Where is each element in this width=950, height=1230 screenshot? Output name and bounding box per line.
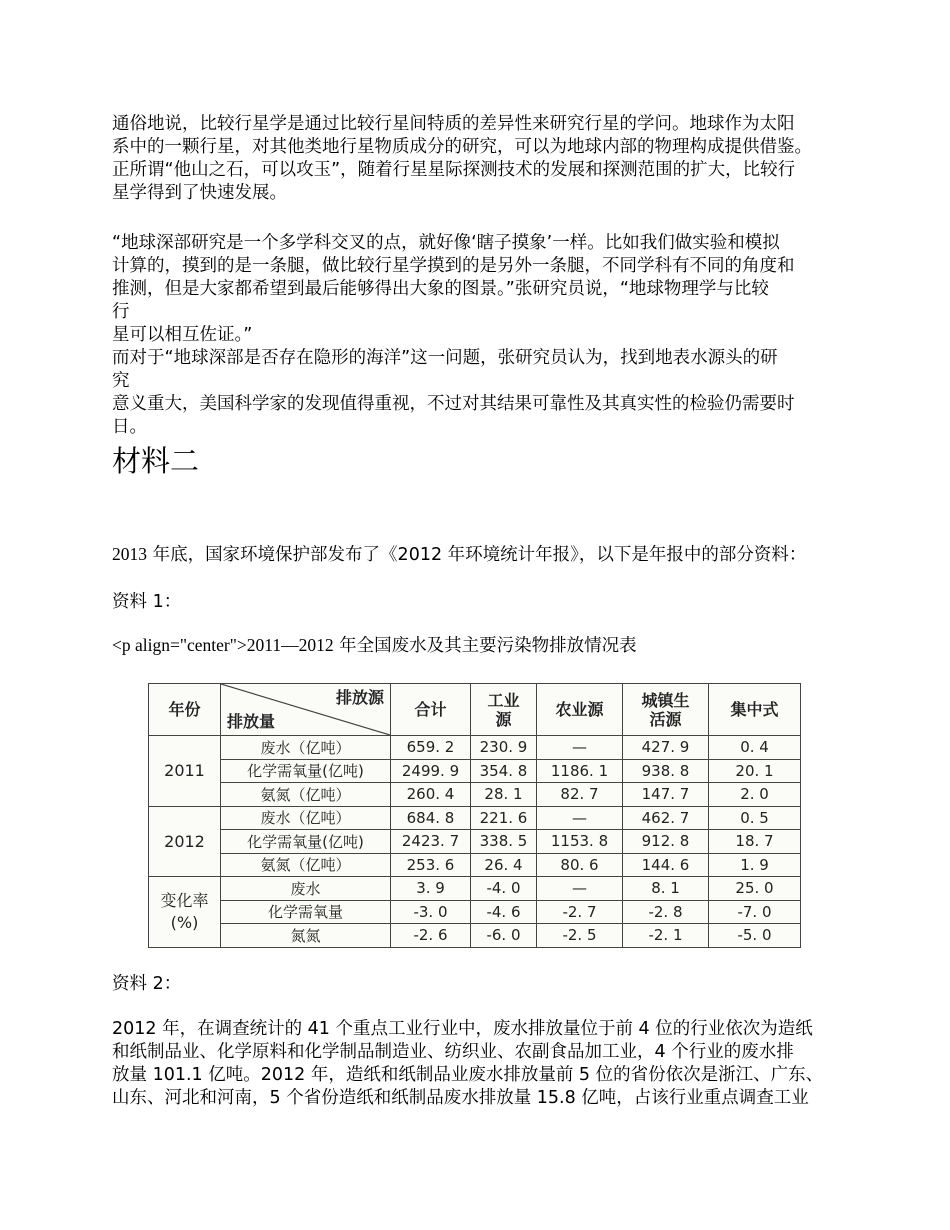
resource-2-label bbox=[112, 972, 181, 996]
text-line: 系中的一颗行星，对其他类地行星物质成分的研究，可以为地球内部的物理构成提供借鉴。 bbox=[112, 137, 812, 157]
header-central: 集中式 bbox=[709, 684, 801, 736]
cell-total: -2. 6 bbox=[391, 924, 471, 948]
text-line: 意义重大，美国科学家的发现值得重视，不过对其结果可靠性及其真实性的检验仍需要时 bbox=[112, 394, 795, 414]
header-urban: 城镇生活源 bbox=[623, 684, 709, 736]
resource-1-label bbox=[112, 590, 181, 614]
row-item: 氨氮（亿吨） bbox=[221, 853, 391, 877]
paragraph-comparative-planetology bbox=[112, 113, 862, 205]
cell-urban: 147. 7 bbox=[623, 783, 709, 807]
cell-agri: 1186. 1 bbox=[537, 759, 623, 783]
cell-central: -7. 0 bbox=[709, 900, 801, 924]
cell-urban: 144. 6 bbox=[623, 853, 709, 877]
row-item: 废水（亿吨） bbox=[221, 736, 391, 760]
header-year: 年份 bbox=[149, 684, 221, 736]
row-item: 化学需氧量 bbox=[221, 900, 391, 924]
text-line: 星可以相互佐证。” bbox=[112, 325, 253, 345]
cell-central: 18. 7 bbox=[709, 830, 801, 854]
cell-total: 2423. 7 bbox=[391, 830, 471, 854]
cell-total: 253. 6 bbox=[391, 853, 471, 877]
section-heading-material-two: 材料二 bbox=[112, 444, 200, 478]
cell-industry: 26. 4 bbox=[471, 853, 537, 877]
text-line: 行 bbox=[112, 302, 130, 322]
row-item: 氮氮 bbox=[221, 924, 391, 948]
cell-central: 25. 0 bbox=[709, 877, 801, 901]
table-row bbox=[149, 783, 801, 807]
cell-urban: 938. 8 bbox=[623, 759, 709, 783]
header-total: 合计 bbox=[391, 684, 471, 736]
cell-central: 1. 9 bbox=[709, 853, 801, 877]
row-item: 废水（亿吨） bbox=[221, 806, 391, 830]
cell-urban: 8. 1 bbox=[623, 877, 709, 901]
cell-total: 659. 2 bbox=[391, 736, 471, 760]
cell-total: 2499. 9 bbox=[391, 759, 471, 783]
cell-industry: -4. 6 bbox=[471, 900, 537, 924]
paragraph-researcher-quote bbox=[112, 232, 862, 439]
table-row bbox=[149, 736, 801, 760]
header-diagonal-cell bbox=[221, 684, 391, 736]
cell-agri: 82. 7 bbox=[537, 783, 623, 807]
cell-industry: 354. 8 bbox=[471, 759, 537, 783]
cell-central: -5. 0 bbox=[709, 924, 801, 948]
row-item: 化学需氧量(亿吨) bbox=[221, 759, 391, 783]
header-industry: 工业源 bbox=[471, 684, 537, 736]
emissions-table bbox=[148, 683, 801, 948]
cell-total: 3. 9 bbox=[391, 877, 471, 901]
cell-industry: -6. 0 bbox=[471, 924, 537, 948]
row-item: 化学需氧量(亿吨) bbox=[221, 830, 391, 854]
header-agri: 农业源 bbox=[537, 684, 623, 736]
cell-central: 2. 0 bbox=[709, 783, 801, 807]
cell-industry: 221. 6 bbox=[471, 806, 537, 830]
cell-agri: 1153. 8 bbox=[537, 830, 623, 854]
row-item: 废水 bbox=[221, 877, 391, 901]
cell-central: 0. 5 bbox=[709, 806, 801, 830]
emissions-table-wrap bbox=[148, 683, 800, 945]
cell-industry: 338. 5 bbox=[471, 830, 537, 854]
cell-central: 20. 1 bbox=[709, 759, 801, 783]
table-row bbox=[149, 806, 801, 830]
intro-line bbox=[112, 543, 806, 567]
table-row bbox=[149, 877, 801, 901]
text-line: 通俗地说，比较行星学是通过比较行星间特质的差异性来研究行星的学问。地球作为太阳 bbox=[112, 114, 795, 134]
text-line: 正所谓“他山之石，可以攻玉”，随着行星星际探测技术的发展和探测范围的扩大，比较行 bbox=[112, 160, 796, 180]
resource-1-label-text: 资料 1： bbox=[112, 592, 182, 612]
table-caption-code: <p align="center">2011—2012 bbox=[112, 635, 334, 655]
cell-agri: -2. 5 bbox=[537, 924, 623, 948]
header-source: 排放源 bbox=[335, 688, 384, 707]
cell-urban: 462. 7 bbox=[623, 806, 709, 830]
text-line: 和纸制品业、化学原料和化学制品制造业、纺织业、农副食品加工业，4 个行业的废水排 bbox=[112, 1042, 794, 1062]
cell-central: 0. 4 bbox=[709, 736, 801, 760]
table-row bbox=[149, 853, 801, 877]
cell-agri: -2. 7 bbox=[537, 900, 623, 924]
intro-text: 年底，国家环境保护部发布了《2012 年环境统计年报》，以下是年报中的部分资料： bbox=[147, 545, 807, 565]
text-line: 推测，但是大家都希望到最后能够得出大象的图景。”张研究员说，“地球物理学与比较 bbox=[112, 279, 769, 299]
table-header-row bbox=[149, 684, 801, 736]
table-row bbox=[149, 900, 801, 924]
text-line: 山东、河北和河南，5 个省份造纸和纸制品废水排放量 15.8 亿吨，占该行业重点调查工业 bbox=[112, 1088, 809, 1108]
cell-urban: -2. 1 bbox=[623, 924, 709, 948]
cell-industry: 230. 9 bbox=[471, 736, 537, 760]
resource-2-label-text: 资料 2： bbox=[112, 974, 182, 994]
intro-year: 2013 bbox=[112, 544, 147, 564]
table-row bbox=[149, 830, 801, 854]
cell-urban: 427. 9 bbox=[623, 736, 709, 760]
header-amount: 排放量 bbox=[227, 712, 276, 731]
table-row bbox=[149, 924, 801, 948]
text-line: 放量 101.1 亿吨。2012 年，造纸和纸制品业废水排放量前 5 位的省份依次是浙江、广东、 bbox=[112, 1065, 824, 1085]
cell-agri: 80. 6 bbox=[537, 853, 623, 877]
cell-urban: 912. 8 bbox=[623, 830, 709, 854]
text-line: 计算的，摸到的是一条腿，做比较行星学摸到的是另外一条腿，不同学科有不同的角度和 bbox=[112, 256, 795, 276]
table-caption-text: 年全国废水及其主要污染物排放情况表 bbox=[333, 636, 637, 656]
text-line: 日。 bbox=[112, 417, 147, 437]
cell-industry: 28. 1 bbox=[471, 783, 537, 807]
text-line: 究 bbox=[112, 371, 130, 391]
group-label-2011: 2011 bbox=[149, 736, 221, 807]
table-row bbox=[149, 759, 801, 783]
cell-agri: — bbox=[537, 806, 623, 830]
cell-industry: -4. 0 bbox=[471, 877, 537, 901]
cell-total: -3. 0 bbox=[391, 900, 471, 924]
row-item: 氨氮（亿吨） bbox=[221, 783, 391, 807]
text-line: 星学得到了快速发展。 bbox=[112, 183, 287, 203]
text-line: 2012 年，在调查统计的 41 个重点工业行业中，废水排放量位于前 4 位的行业依次为造纸 bbox=[112, 1019, 813, 1039]
cell-agri: — bbox=[537, 877, 623, 901]
cell-urban: -2. 8 bbox=[623, 900, 709, 924]
group-label-2012: 2012 bbox=[149, 806, 221, 877]
paragraph-resource-2 bbox=[112, 1018, 862, 1110]
change-rate-label: 变化率 bbox=[160, 890, 209, 910]
group-label-change-rate bbox=[149, 877, 221, 948]
text-line: “地球深部研究是一个多学科交叉的点，就好像‘瞎子摸象’一样。比如我们做实验和模拟 bbox=[112, 233, 780, 253]
cell-total: 684. 8 bbox=[391, 806, 471, 830]
text-line: 而对于“地球深部是否存在隐形的海洋”这一问题，张研究员认为，找到地表水源头的研 bbox=[112, 348, 778, 368]
cell-agri: — bbox=[537, 736, 623, 760]
table-caption bbox=[112, 634, 637, 658]
cell-total: 260. 4 bbox=[391, 783, 471, 807]
change-rate-unit: (%) bbox=[170, 912, 199, 932]
